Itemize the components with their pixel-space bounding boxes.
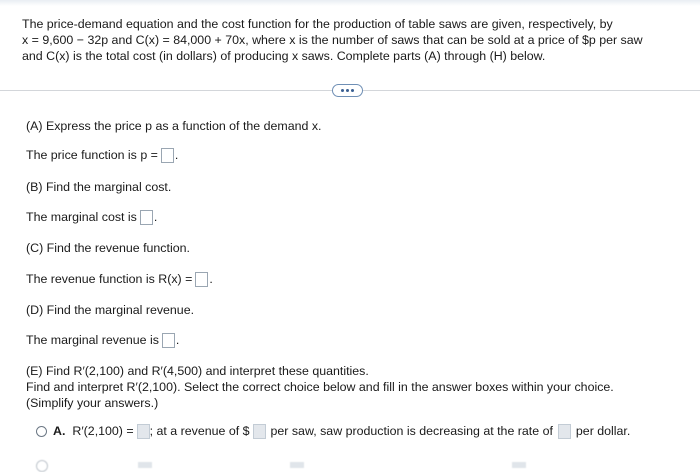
part-c-title bbox=[26, 240, 190, 256]
part-d-title-text: (D) Find the marginal revenue. bbox=[26, 303, 195, 317]
cutoff-choice-b-row bbox=[0, 452, 700, 472]
part-b-answer-row bbox=[26, 209, 157, 225]
problem-line-2: x = 9,600 − 32p and C(x) = 84,000 + 70x, where x is the number of saws that can be sold at a price of $p per saw bbox=[22, 33, 643, 47]
part-e-instruction bbox=[26, 379, 614, 395]
choice-a-text-1: R′(2,100) = bbox=[72, 424, 134, 438]
period: . bbox=[175, 333, 180, 347]
part-e-simplify-note bbox=[26, 395, 158, 411]
choice-a-text-3: per saw, saw production is decreasing at the rate of bbox=[270, 424, 553, 438]
part-b-title-text: (B) Find the marginal cost. bbox=[26, 180, 172, 194]
choice-a-radio[interactable] bbox=[36, 426, 47, 437]
part-d-title bbox=[26, 302, 194, 318]
top-strip bbox=[0, 0, 700, 6]
part-c-title-text: (C) Find the revenue function. bbox=[26, 241, 190, 255]
period: . bbox=[209, 272, 213, 286]
marginal-revenue-input[interactable] bbox=[162, 333, 175, 348]
part-c-prompt: The revenue function is R(x) = bbox=[26, 272, 193, 286]
choice-a-letter: A. bbox=[53, 424, 66, 438]
period: . bbox=[174, 148, 179, 162]
choice-a-text-2: ; at a revenue of $ bbox=[149, 424, 250, 438]
r-prime-2100-input[interactable] bbox=[137, 424, 150, 439]
decrease-rate-input[interactable] bbox=[558, 424, 571, 439]
part-d-prompt: The marginal revenue is bbox=[26, 333, 159, 347]
cutoff-box-3 bbox=[512, 462, 526, 468]
part-c-answer-row bbox=[26, 271, 213, 287]
revenue-amount-input[interactable] bbox=[253, 424, 266, 439]
choice-a-row[interactable] bbox=[36, 423, 630, 439]
price-function-input[interactable] bbox=[161, 148, 174, 163]
part-a-prompt: The price function is p = bbox=[26, 148, 158, 162]
expand-more-button[interactable] bbox=[332, 84, 363, 97]
part-b-prompt: The marginal cost is bbox=[26, 210, 137, 224]
part-e-title bbox=[26, 363, 369, 379]
part-d-answer-row bbox=[26, 332, 179, 348]
choice-a-text-4: per dollar. bbox=[575, 424, 631, 438]
part-e-instruction-text: Find and interpret R′(2,100). Select the correct choice below and fill in the answer boxes within your choice. bbox=[26, 380, 614, 394]
part-a-answer-row bbox=[26, 147, 178, 163]
part-a-title bbox=[26, 118, 321, 134]
problem-line-3: and C(x) is the total cost (in dollars) of producing x saws. Complete parts (A) through (H) below. bbox=[22, 49, 546, 63]
ellipsis-icon bbox=[341, 89, 344, 92]
ellipsis-icon-dot-2 bbox=[346, 89, 349, 92]
marginal-cost-input[interactable] bbox=[140, 210, 153, 225]
period: . bbox=[153, 210, 158, 224]
part-e-title-text: (E) Find R′(2,100) and R′(4,500) and interpret these quantities. bbox=[26, 364, 369, 378]
revenue-function-input[interactable] bbox=[195, 272, 208, 287]
part-e-simplify-text: (Simplify your answers.) bbox=[26, 396, 159, 410]
cutoff-box-2 bbox=[290, 462, 304, 468]
problem-line-1: The price-demand equation and the cost function for the production of table saws are given, respectively, by bbox=[22, 17, 613, 31]
cutoff-box-1 bbox=[138, 462, 152, 468]
problem-statement bbox=[22, 16, 682, 64]
choice-b-radio-cutoff bbox=[36, 460, 48, 472]
part-a-title-text: (A) Express the price p as a function of the demand x. bbox=[26, 119, 322, 133]
ellipsis-icon-dot-3 bbox=[351, 89, 354, 92]
part-b-title bbox=[26, 179, 171, 195]
